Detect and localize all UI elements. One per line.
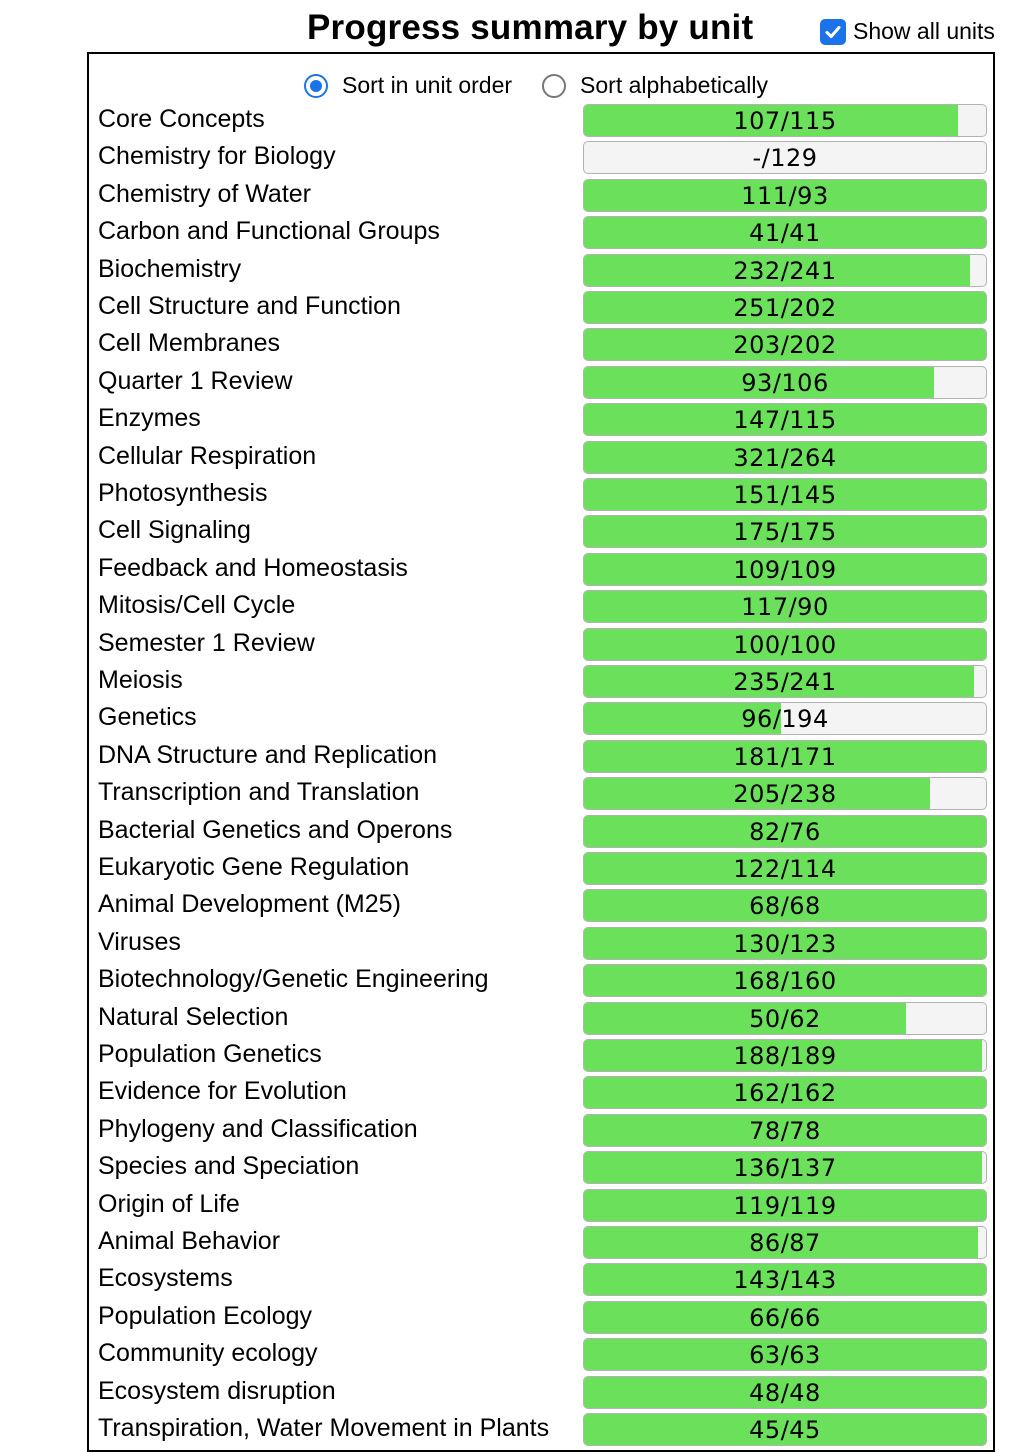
progress-value: 119/119	[733, 1191, 837, 1220]
unit-row[interactable]	[89, 1299, 993, 1336]
unit-name: Quarter 1 Review	[98, 366, 293, 395]
progress-bar	[583, 179, 987, 212]
unit-row[interactable]	[89, 1261, 993, 1298]
progress-value: 321/264	[733, 443, 837, 472]
progress-bar	[583, 1076, 987, 1109]
unit-name: Chemistry of Water	[98, 179, 312, 208]
unit-row[interactable]	[89, 738, 993, 775]
progress-bar	[583, 553, 987, 586]
unit-name: Cellular Respiration	[98, 441, 317, 470]
progress-panel	[87, 52, 995, 1452]
progress-bar	[583, 478, 987, 511]
progress-bar	[583, 291, 987, 324]
unit-name: Eukaryotic Gene Regulation	[98, 853, 410, 881]
progress-bar	[583, 1002, 987, 1035]
unit-name: Ecosystem disruption	[98, 1376, 336, 1405]
progress-value: 147/115	[733, 406, 837, 435]
progress-value: 232/241	[733, 256, 837, 285]
progress-bar	[583, 628, 987, 661]
progress-bar	[583, 1413, 987, 1446]
unit-row[interactable]	[89, 289, 993, 326]
unit-row[interactable]	[89, 364, 993, 401]
progress-bar	[583, 702, 987, 735]
progress-bar	[583, 852, 987, 885]
unit-name: Semester 1 Review	[98, 628, 315, 657]
progress-value: 181/171	[733, 742, 837, 771]
unit-row[interactable]	[89, 962, 993, 999]
progress-bar	[583, 964, 987, 997]
progress-value: 96/194	[741, 705, 829, 734]
progress-value: 78/78	[749, 1116, 821, 1145]
progress-value: -/129	[752, 144, 818, 173]
unit-name: Bacterial Genetics and Operons	[98, 815, 453, 844]
unit-row[interactable]	[89, 813, 993, 850]
sort-alphabetical-label: Sort alphabetically	[580, 72, 768, 98]
progress-bar	[583, 1039, 987, 1072]
page-title: Progress summary by unit	[307, 8, 754, 47]
unit-row[interactable]	[89, 1374, 993, 1411]
unit-name: Transpiration, Water Movement in Plants	[98, 1414, 550, 1442]
unit-row[interactable]	[89, 626, 993, 663]
unit-name: Chemistry for Biology	[98, 142, 336, 171]
progress-value: 66/66	[749, 1303, 821, 1332]
progress-value: 41/41	[749, 219, 821, 248]
progress-bar	[583, 1189, 987, 1222]
progress-value: 86/87	[749, 1229, 821, 1257]
unit-name: Origin of Life	[98, 1189, 240, 1218]
progress-value: 93/106	[741, 368, 829, 397]
sort-unit-order-label: Sort in unit order	[342, 72, 513, 98]
progress-bar	[583, 441, 987, 474]
unit-name: Genetics	[98, 703, 197, 732]
progress-bar	[583, 1301, 987, 1334]
unit-name: Phylogeny and Classification	[98, 1114, 418, 1143]
unit-row[interactable]	[89, 401, 993, 438]
progress-value: 111/93	[741, 181, 829, 210]
unit-row[interactable]	[89, 1149, 993, 1186]
unit-row[interactable]	[89, 326, 993, 363]
unit-row[interactable]	[89, 1187, 993, 1224]
unit-row[interactable]	[89, 177, 993, 214]
progress-bar	[583, 665, 987, 698]
progress-value: 136/137	[733, 1154, 837, 1183]
unit-row[interactable]	[89, 102, 993, 139]
progress-value: 107/115	[733, 107, 837, 135]
unit-name: Carbon and Functional Groups	[98, 217, 440, 246]
progress-value: 100/100	[733, 630, 837, 659]
unit-name: Viruses	[98, 927, 181, 956]
unit-row[interactable]	[89, 700, 993, 737]
progress-bar	[583, 815, 987, 848]
progress-bar	[583, 104, 987, 137]
progress-bar	[583, 328, 987, 361]
progress-bar	[583, 1338, 987, 1371]
progress-value: 109/109	[733, 555, 837, 584]
progress-value: 162/162	[733, 1079, 837, 1108]
unit-row[interactable]	[89, 850, 993, 887]
unit-row[interactable]	[89, 1112, 993, 1149]
show-all-label: Show all units	[853, 18, 995, 44]
unit-row[interactable]	[89, 551, 993, 588]
sort-alphabetical-option[interactable]	[542, 72, 768, 99]
progress-bar	[583, 254, 987, 287]
unit-row[interactable]	[89, 588, 993, 625]
show-all-units-toggle[interactable]	[820, 18, 995, 45]
progress-bar	[583, 1376, 987, 1409]
unit-name: Population Ecology	[98, 1301, 313, 1330]
progress-value: 117/90	[741, 593, 829, 622]
sort-unit-order-radio[interactable]	[304, 74, 328, 98]
progress-value: 48/48	[749, 1378, 821, 1407]
progress-bar	[583, 366, 987, 399]
progress-value: 130/123	[733, 929, 837, 958]
progress-value: 188/189	[733, 1042, 837, 1070]
unit-row[interactable]	[89, 887, 993, 924]
unit-row[interactable]	[89, 1336, 993, 1373]
unit-row[interactable]	[89, 439, 993, 476]
unit-row[interactable]	[89, 513, 993, 550]
unit-name: Biochemistry	[98, 254, 242, 283]
unit-name: Meiosis	[98, 666, 183, 694]
unit-name: Cell Structure and Function	[98, 292, 401, 320]
unit-row[interactable]	[89, 775, 993, 812]
unit-name: Species and Speciation	[98, 1152, 360, 1181]
sort-unit-order-option[interactable]	[304, 72, 512, 99]
unit-row[interactable]	[89, 1411, 993, 1448]
progress-bar	[583, 403, 987, 436]
unit-name: Animal Development (M25)	[98, 890, 401, 919]
progress-value: 122/114	[733, 855, 837, 883]
progress-bar	[583, 1151, 987, 1184]
progress-value: 251/202	[733, 294, 837, 322]
progress-bar	[583, 777, 987, 810]
progress-bar	[583, 515, 987, 548]
header	[0, 0, 1024, 52]
progress-bar	[583, 740, 987, 773]
progress-bar	[583, 141, 987, 174]
progress-value: 235/241	[733, 668, 837, 696]
progress-bar	[583, 590, 987, 623]
unit-name: Biotechnology/Genetic Engineering	[98, 965, 489, 994]
unit-name: Core Concepts	[98, 105, 265, 133]
unit-name: Natural Selection	[98, 1002, 289, 1031]
unit-name: Photosynthesis	[98, 479, 268, 507]
progress-value: 168/160	[733, 967, 837, 996]
unit-name: Population Genetics	[98, 1040, 322, 1068]
progress-bar	[583, 1114, 987, 1147]
unit-row[interactable]	[89, 1037, 993, 1074]
progress-bar	[583, 927, 987, 960]
progress-value: 63/63	[749, 1341, 821, 1370]
unit-name: DNA Structure and Replication	[98, 740, 438, 769]
progress-value: 50/62	[749, 1004, 821, 1033]
sort-alphabetical-radio[interactable]	[542, 74, 566, 98]
unit-row[interactable]	[89, 252, 993, 289]
show-all-checkbox[interactable]	[820, 19, 846, 45]
unit-name: Enzymes	[98, 404, 201, 433]
progress-bar	[583, 1263, 987, 1296]
unit-row[interactable]	[89, 476, 993, 513]
unit-row[interactable]	[89, 214, 993, 251]
unit-row[interactable]	[89, 139, 993, 176]
progress-bar	[583, 889, 987, 922]
unit-name: Animal Behavior	[98, 1227, 281, 1255]
unit-name: Community ecology	[98, 1339, 318, 1368]
unit-name: Evidence for Evolution	[98, 1077, 347, 1106]
progress-value: 205/238	[733, 780, 837, 809]
progress-value: 82/76	[749, 817, 821, 846]
unit-name: Ecosystems	[98, 1264, 233, 1293]
progress-value: 151/145	[733, 481, 837, 509]
unit-name: Feedback and Homeostasis	[98, 553, 408, 582]
unit-row[interactable]	[89, 1224, 993, 1261]
unit-name: Cell Signaling	[98, 516, 251, 545]
progress-bar	[583, 1226, 987, 1259]
unit-row[interactable]	[89, 1000, 993, 1037]
progress-value: 203/202	[733, 331, 837, 360]
progress-bar	[583, 216, 987, 249]
progress-value: 45/45	[749, 1416, 821, 1444]
checkmark-icon	[823, 22, 843, 42]
unit-name: Mitosis/Cell Cycle	[98, 591, 296, 620]
progress-value: 175/175	[733, 518, 837, 547]
unit-row[interactable]	[89, 663, 993, 700]
unit-row[interactable]	[89, 1074, 993, 1111]
sort-options	[304, 72, 768, 99]
unit-name: Transcription and Translation	[98, 778, 420, 807]
progress-value: 68/68	[749, 892, 821, 921]
unit-row[interactable]	[89, 925, 993, 962]
unit-name: Cell Membranes	[98, 329, 281, 358]
progress-value: 143/143	[733, 1266, 837, 1295]
